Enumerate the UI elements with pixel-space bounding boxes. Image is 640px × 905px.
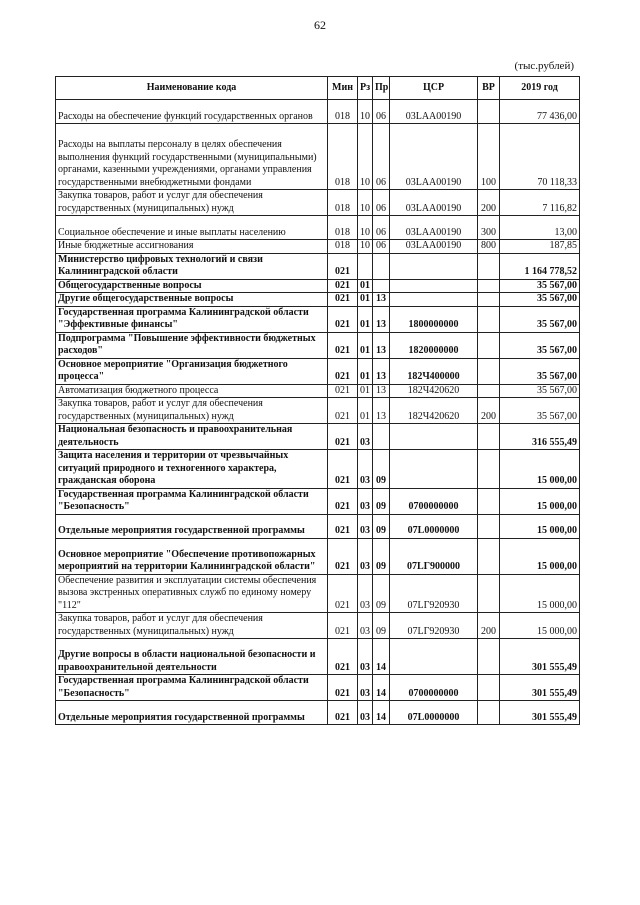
cell-pr: 06 bbox=[373, 100, 390, 124]
cell-rz: 01 bbox=[358, 332, 373, 358]
cell-csr: 03LAA00190 bbox=[390, 216, 478, 240]
cell-vr: 300 bbox=[478, 216, 500, 240]
units-label: (тыс.рублей) bbox=[514, 60, 574, 72]
cell-pr: 13 bbox=[373, 358, 390, 384]
cell-name: Иные бюджетные ассигнования bbox=[56, 240, 328, 254]
cell-name: Расходы на обеспечение функций государственных органов bbox=[56, 100, 328, 124]
cell-vr bbox=[478, 279, 500, 293]
table-row bbox=[56, 384, 580, 398]
cell-pr: 09 bbox=[373, 488, 390, 514]
cell-min: 021 bbox=[328, 384, 358, 398]
cell-vr bbox=[478, 100, 500, 124]
cell-pr: 13 bbox=[373, 398, 390, 424]
cell-rz: 01 bbox=[358, 279, 373, 293]
cell-vr bbox=[478, 358, 500, 384]
cell-rz: 10 bbox=[358, 216, 373, 240]
cell-csr: 07LГ920930 bbox=[390, 613, 478, 639]
cell-min: 021 bbox=[328, 358, 358, 384]
cell-csr: 182Ч400000 bbox=[390, 358, 478, 384]
cell-name: Отдельные мероприятия государственной программы bbox=[56, 514, 328, 538]
cell-amount: 35 567,00 bbox=[500, 358, 580, 384]
cell-name: Основное мероприятие "Обеспечение противопожарных мероприятий на территории Калининградской области" bbox=[56, 538, 328, 574]
cell-csr: 03LAA00190 bbox=[390, 240, 478, 254]
cell-pr: 09 bbox=[373, 574, 390, 613]
cell-vr: 200 bbox=[478, 398, 500, 424]
cell-name: Основное мероприятие "Организация бюджетного процесса" bbox=[56, 358, 328, 384]
cell-rz: 10 bbox=[358, 190, 373, 216]
cell-min: 021 bbox=[328, 332, 358, 358]
cell-amount: 15 000,00 bbox=[500, 450, 580, 489]
cell-csr: 182Ч420620 bbox=[390, 398, 478, 424]
cell-vr: 100 bbox=[478, 124, 500, 190]
cell-pr: 14 bbox=[373, 701, 390, 725]
cell-min: 021 bbox=[328, 424, 358, 450]
table-row bbox=[56, 613, 580, 639]
table-row bbox=[56, 100, 580, 124]
cell-name: Социальное обеспечение и иные выплаты населению bbox=[56, 216, 328, 240]
cell-vr bbox=[478, 514, 500, 538]
cell-min: 021 bbox=[328, 574, 358, 613]
cell-amount: 13,00 bbox=[500, 216, 580, 240]
cell-csr: 0700000000 bbox=[390, 488, 478, 514]
cell-rz: 01 bbox=[358, 306, 373, 332]
table-row bbox=[56, 253, 580, 279]
table-row bbox=[56, 332, 580, 358]
cell-pr: 09 bbox=[373, 450, 390, 489]
cell-name: Государственная программа Калининградской области "Безопасность" bbox=[56, 488, 328, 514]
cell-pr: 14 bbox=[373, 675, 390, 701]
cell-amount: 187,85 bbox=[500, 240, 580, 254]
cell-name: Отдельные мероприятия государственной программы bbox=[56, 701, 328, 725]
cell-name: Другие общегосударственные вопросы bbox=[56, 293, 328, 307]
cell-min: 021 bbox=[328, 450, 358, 489]
cell-rz bbox=[358, 253, 373, 279]
cell-pr: 09 bbox=[373, 514, 390, 538]
cell-amount: 35 567,00 bbox=[500, 384, 580, 398]
cell-csr bbox=[390, 279, 478, 293]
cell-amount: 15 000,00 bbox=[500, 574, 580, 613]
cell-amount: 77 436,00 bbox=[500, 100, 580, 124]
cell-pr: 14 bbox=[373, 639, 390, 675]
cell-vr bbox=[478, 384, 500, 398]
table-row bbox=[56, 514, 580, 538]
cell-rz: 03 bbox=[358, 424, 373, 450]
cell-amount: 15 000,00 bbox=[500, 613, 580, 639]
cell-pr: 06 bbox=[373, 190, 390, 216]
cell-csr: 07LГ900000 bbox=[390, 538, 478, 574]
table-row bbox=[56, 675, 580, 701]
cell-csr bbox=[390, 450, 478, 489]
table-body bbox=[56, 100, 580, 725]
cell-name: Расходы на выплаты персоналу в целях обеспечения выполнения функций государственными (муниципальными) органами, казенными учреждениями, органами управления государственными внебюджетными фондами bbox=[56, 124, 328, 190]
cell-min: 021 bbox=[328, 253, 358, 279]
cell-amount: 301 555,49 bbox=[500, 675, 580, 701]
cell-name: Закупка товаров, работ и услуг для обеспечения государственных (муниципальных) нужд bbox=[56, 398, 328, 424]
cell-amount: 35 567,00 bbox=[500, 332, 580, 358]
cell-rz: 03 bbox=[358, 538, 373, 574]
table-row bbox=[56, 398, 580, 424]
table-row bbox=[56, 701, 580, 725]
cell-csr bbox=[390, 293, 478, 307]
cell-pr: 06 bbox=[373, 124, 390, 190]
cell-name: Закупка товаров, работ и услуг для обеспечения государственных (муниципальных) нужд bbox=[56, 613, 328, 639]
cell-csr: 03LAA00190 bbox=[390, 100, 478, 124]
cell-csr: 07LГ920930 bbox=[390, 574, 478, 613]
cell-pr: 13 bbox=[373, 384, 390, 398]
cell-vr bbox=[478, 574, 500, 613]
cell-csr bbox=[390, 639, 478, 675]
cell-pr: 13 bbox=[373, 332, 390, 358]
cell-vr: 200 bbox=[478, 613, 500, 639]
cell-min: 018 bbox=[328, 240, 358, 254]
header-pr: Пр bbox=[373, 77, 390, 100]
header-vr: ВР bbox=[478, 77, 500, 100]
cell-amount: 316 555,49 bbox=[500, 424, 580, 450]
cell-vr bbox=[478, 293, 500, 307]
table-row bbox=[56, 538, 580, 574]
cell-rz: 01 bbox=[358, 358, 373, 384]
cell-vr bbox=[478, 488, 500, 514]
cell-amount: 301 555,49 bbox=[500, 701, 580, 725]
cell-amount: 7 116,82 bbox=[500, 190, 580, 216]
cell-pr: 13 bbox=[373, 293, 390, 307]
cell-vr bbox=[478, 306, 500, 332]
cell-name: Национальная безопасность и правоохранительная деятельность bbox=[56, 424, 328, 450]
header-min: Мин bbox=[328, 77, 358, 100]
cell-amount: 35 567,00 bbox=[500, 293, 580, 307]
table-row bbox=[56, 124, 580, 190]
cell-pr: 09 bbox=[373, 613, 390, 639]
table-row bbox=[56, 639, 580, 675]
table-header-row bbox=[56, 77, 580, 100]
cell-pr bbox=[373, 279, 390, 293]
header-name: Наименование кода bbox=[56, 77, 328, 100]
cell-min: 021 bbox=[328, 488, 358, 514]
cell-name: Обеспечение развития и эксплуатации системы обеспечения вызова экстренных оперативных служб по единому номеру "112" bbox=[56, 574, 328, 613]
table-row bbox=[56, 306, 580, 332]
cell-min: 021 bbox=[328, 613, 358, 639]
cell-min: 021 bbox=[328, 293, 358, 307]
cell-min: 021 bbox=[328, 675, 358, 701]
header-year: 2019 год bbox=[500, 77, 580, 100]
cell-min: 021 bbox=[328, 639, 358, 675]
cell-vr: 200 bbox=[478, 190, 500, 216]
cell-csr bbox=[390, 253, 478, 279]
budget-table bbox=[55, 76, 580, 725]
cell-csr: 03LAA00190 bbox=[390, 124, 478, 190]
cell-csr: 182Ч420620 bbox=[390, 384, 478, 398]
cell-csr: 0700000000 bbox=[390, 675, 478, 701]
cell-rz: 03 bbox=[358, 450, 373, 489]
cell-vr bbox=[478, 332, 500, 358]
cell-amount: 70 118,33 bbox=[500, 124, 580, 190]
cell-min: 021 bbox=[328, 279, 358, 293]
cell-rz: 01 bbox=[358, 398, 373, 424]
cell-pr: 09 bbox=[373, 538, 390, 574]
cell-csr: 03LAA00190 bbox=[390, 190, 478, 216]
cell-pr: 06 bbox=[373, 216, 390, 240]
cell-name: Государственная программа Калининградской области "Безопасность" bbox=[56, 675, 328, 701]
cell-vr bbox=[478, 538, 500, 574]
cell-amount: 301 555,49 bbox=[500, 639, 580, 675]
table-row bbox=[56, 450, 580, 489]
cell-vr bbox=[478, 424, 500, 450]
cell-rz: 10 bbox=[358, 124, 373, 190]
cell-vr bbox=[478, 701, 500, 725]
table-row bbox=[56, 216, 580, 240]
cell-name: Общегосударственные вопросы bbox=[56, 279, 328, 293]
table-row bbox=[56, 279, 580, 293]
cell-amount: 35 567,00 bbox=[500, 398, 580, 424]
cell-rz: 10 bbox=[358, 240, 373, 254]
cell-csr: 07L0000000 bbox=[390, 701, 478, 725]
cell-rz: 03 bbox=[358, 639, 373, 675]
cell-vr bbox=[478, 450, 500, 489]
cell-amount: 1 164 778,52 bbox=[500, 253, 580, 279]
cell-min: 018 bbox=[328, 100, 358, 124]
cell-rz: 03 bbox=[358, 613, 373, 639]
header-csr: ЦСР bbox=[390, 77, 478, 100]
cell-vr bbox=[478, 639, 500, 675]
cell-rz: 03 bbox=[358, 675, 373, 701]
cell-amount: 15 000,00 bbox=[500, 514, 580, 538]
page-number: 62 bbox=[314, 18, 326, 32]
cell-name: Автоматизация бюджетного процесса bbox=[56, 384, 328, 398]
header-rz: Рз bbox=[358, 77, 373, 100]
cell-min: 021 bbox=[328, 701, 358, 725]
cell-csr: 1800000000 bbox=[390, 306, 478, 332]
cell-rz: 10 bbox=[358, 100, 373, 124]
cell-min: 018 bbox=[328, 190, 358, 216]
cell-rz: 03 bbox=[358, 514, 373, 538]
cell-rz: 03 bbox=[358, 574, 373, 613]
cell-amount: 15 000,00 bbox=[500, 538, 580, 574]
cell-pr bbox=[373, 424, 390, 450]
cell-name: Министерство цифровых технологий и связи Калининградской области bbox=[56, 253, 328, 279]
cell-amount: 15 000,00 bbox=[500, 488, 580, 514]
cell-vr bbox=[478, 675, 500, 701]
cell-name: Государственная программа Калининградской области "Эффективные финансы" bbox=[56, 306, 328, 332]
table-row bbox=[56, 574, 580, 613]
cell-name: Защита населения и территории от чрезвычайных ситуаций природного и техногенного характера, гражданская оборона bbox=[56, 450, 328, 489]
table-row bbox=[56, 293, 580, 307]
cell-name: Подпрограмма "Повышение эффективности бюджетных расходов" bbox=[56, 332, 328, 358]
table-row bbox=[56, 190, 580, 216]
cell-min: 021 bbox=[328, 538, 358, 574]
table-row bbox=[56, 240, 580, 254]
cell-min: 021 bbox=[328, 306, 358, 332]
cell-name: Другие вопросы в области национальной безопасности и правоохранительной деятельности bbox=[56, 639, 328, 675]
cell-pr bbox=[373, 253, 390, 279]
cell-min: 018 bbox=[328, 216, 358, 240]
cell-vr: 800 bbox=[478, 240, 500, 254]
cell-pr: 13 bbox=[373, 306, 390, 332]
cell-min: 018 bbox=[328, 124, 358, 190]
cell-csr: 07L0000000 bbox=[390, 514, 478, 538]
cell-amount: 35 567,00 bbox=[500, 279, 580, 293]
cell-vr bbox=[478, 253, 500, 279]
cell-pr: 06 bbox=[373, 240, 390, 254]
cell-amount: 35 567,00 bbox=[500, 306, 580, 332]
cell-csr bbox=[390, 424, 478, 450]
cell-name: Закупка товаров, работ и услуг для обеспечения государственных (муниципальных) нужд bbox=[56, 190, 328, 216]
cell-csr: 1820000000 bbox=[390, 332, 478, 358]
cell-rz: 01 bbox=[358, 293, 373, 307]
cell-rz: 01 bbox=[358, 384, 373, 398]
table-row bbox=[56, 358, 580, 384]
table-row bbox=[56, 488, 580, 514]
table-row bbox=[56, 424, 580, 450]
cell-rz: 03 bbox=[358, 488, 373, 514]
cell-min: 021 bbox=[328, 514, 358, 538]
cell-min: 021 bbox=[328, 398, 358, 424]
cell-rz: 03 bbox=[358, 701, 373, 725]
